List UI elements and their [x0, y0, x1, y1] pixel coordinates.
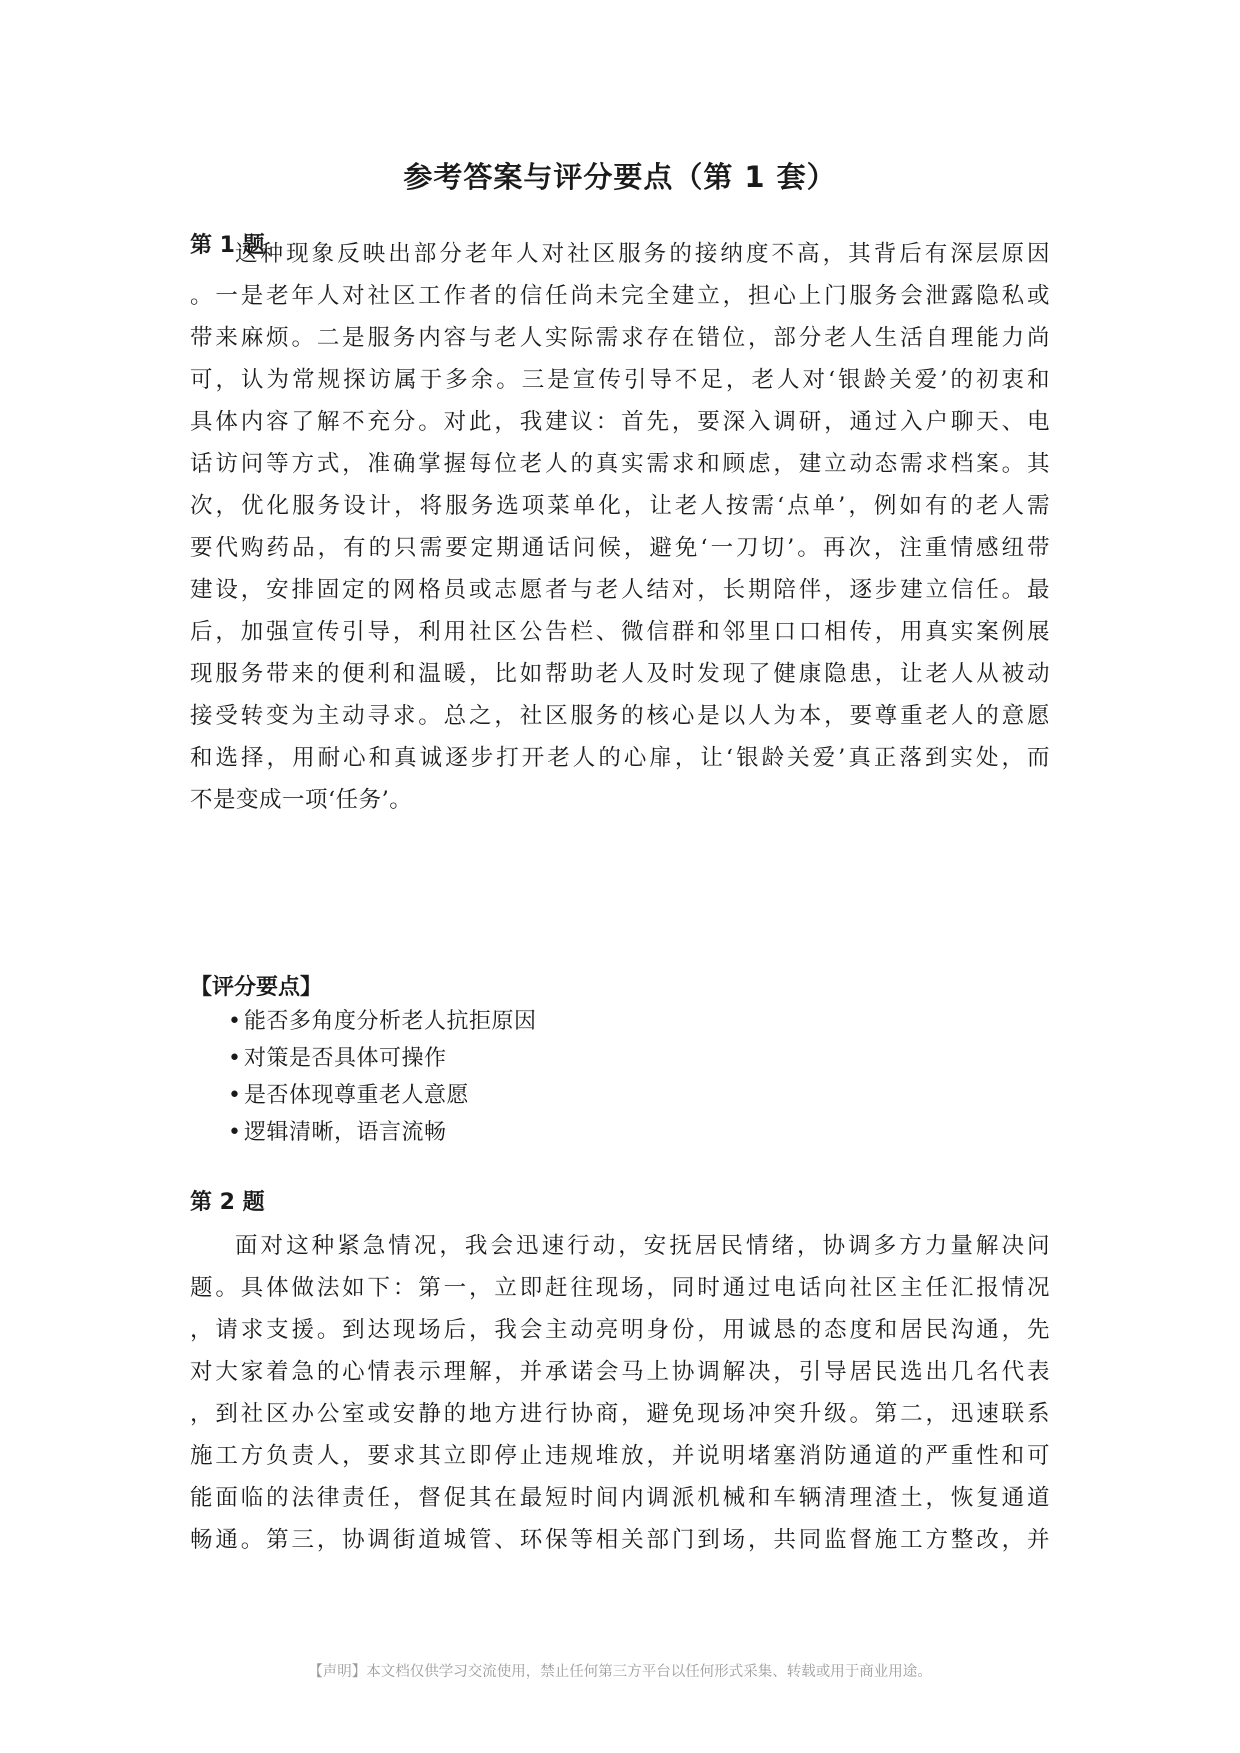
answer-line: 面对这种紧急情况，我会迅速行动，安抚居民情绪，协调多方力量解决问	[235, 1233, 1050, 1259]
answer-line: 和选择，用耐心和真诚逐步打开老人的心扉，让‘银龄关爱’真正落到实处，而	[190, 745, 1050, 771]
question-2-answer	[190, 1225, 1050, 1561]
answer-line: 不是变成一项‘任务’。	[190, 787, 413, 813]
answer-line: 对大家着急的心情表示理解，并承诺会马上协调解决，引导居民选出几名代表	[190, 1359, 1050, 1385]
rubric-heading: 【评分要点】	[190, 975, 323, 1000]
answer-line: 建设，安排固定的网格员或志愿者与老人结对，长期陪伴，逐步建立信任。最	[190, 577, 1050, 603]
answer-line: 后，加强宣传引导，利用社区公告栏、微信群和邻里口口相传，用真实案例展	[190, 619, 1050, 645]
rubric-item: • 对策是否具体可操作	[228, 1040, 537, 1077]
question-1-answer	[190, 233, 1050, 821]
answer-line: 可，认为常规探访属于多余。三是宣传引导不足，老人对‘银龄关爱’的初衷和	[190, 367, 1050, 393]
answer-line: 次，优化服务设计，将服务选项菜单化，让老人按需‘点单’，例如有的老人需	[190, 493, 1050, 519]
rubric-item: • 逻辑清晰，语言流畅	[228, 1114, 537, 1151]
answer-line: ，请求支援。到达现场后，我会主动亮明身份，用诚恳的态度和居民沟通，先	[190, 1317, 1050, 1343]
answer-line: 能面临的法律责任，督促其在最短时间内调派机械和车辆清理渣土，恢复通道	[190, 1485, 1050, 1511]
rubric-item: • 是否体现尊重老人意愿	[228, 1077, 537, 1114]
answer-line: 这种现象反映出部分老年人对社区服务的接纳度不高，其背后有深层原因	[235, 241, 1050, 267]
answer-line: 现服务带来的便利和温暖，比如帮助老人及时发现了健康隐患，让老人从被动	[190, 661, 1050, 687]
rubric-list	[228, 1003, 537, 1151]
answer-line: 具体内容了解不充分。对此，我建议：首先，要深入调研，通过入户聊天、电	[190, 409, 1050, 435]
question-1-heading: 第 1 题	[190, 233, 265, 258]
bullet-icon: •	[228, 1009, 242, 1034]
disclaimer-footer: 【声明】本文档仅供学习交流使用，禁止任何第三方平台以任何形式采集、转载或用于商业用途。	[308, 1664, 932, 1680]
answer-line: 施工方负责人，要求其立即停止违规堆放，并说明堵塞消防通道的严重性和可	[190, 1443, 1050, 1469]
rubric-item: • 能否多角度分析老人抗拒原因	[228, 1003, 537, 1040]
question-2-heading: 第 2 题	[190, 1190, 265, 1215]
answer-line: 话访问等方式，准确掌握每位老人的真实需求和顾虑，建立动态需求档案。其	[190, 451, 1050, 477]
bullet-icon: •	[228, 1046, 242, 1071]
answer-line: 要代购药品，有的只需要定期通话问候，避免‘一刀切’。再次，注重情感纽带	[190, 535, 1050, 561]
answer-line: 带来麻烦。二是服务内容与老人实际需求存在错位，部分老人生活自理能力尚	[190, 325, 1050, 351]
answer-line: 畅通。第三，协调街道城管、环保等相关部门到场，共同监督施工方整改，并	[190, 1527, 1050, 1553]
answer-line: 题。具体做法如下：第一，立即赶往现场，同时通过电话向社区主任汇报情况	[190, 1275, 1050, 1301]
answer-line: 接受转变为主动寻求。总之，社区服务的核心是以人为本，要尊重老人的意愿	[190, 703, 1050, 729]
answer-line: 。一是老年人对社区工作者的信任尚未完全建立，担心上门服务会泄露隐私或	[190, 283, 1050, 309]
bullet-icon: •	[228, 1120, 242, 1145]
bullet-icon: •	[228, 1083, 242, 1108]
page-title: 参考答案与评分要点（第 1 套）	[403, 160, 837, 194]
answer-line: ，到社区办公室或安静的地方进行协商，避免现场冲突升级。第二，迅速联系	[190, 1401, 1050, 1427]
